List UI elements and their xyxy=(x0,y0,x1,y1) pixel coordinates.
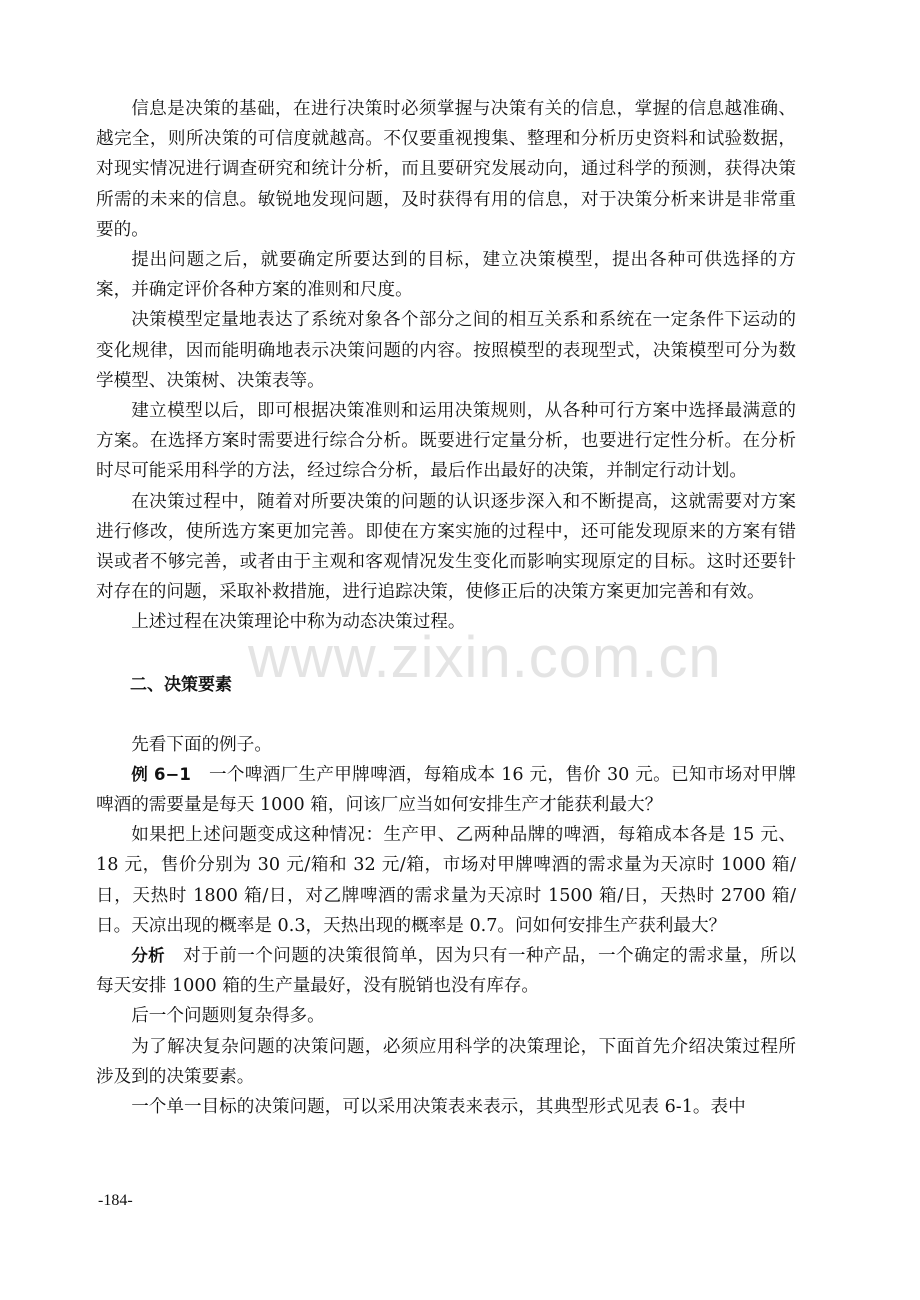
paragraph-table-intro: 一个单一目标的决策问题，可以采用决策表来表示，其典型形式见表 6-1。表中 xyxy=(131,1097,746,1118)
paragraph-model: 决策模型定量地表达了系统对象各个部分之间的相互关系和系统在一定条件下运动的变化规律，因而能明确地表示决策问题的内容。按照模型的表现型式，决策模型可分为数学模型、决策树、决策表等。 xyxy=(96,310,796,391)
analysis-label: 分析 xyxy=(131,946,166,966)
section-heading: 二、决策要素 xyxy=(130,674,232,695)
example-label: 例 6−1 xyxy=(131,764,191,784)
paragraph-analysis xyxy=(96,941,796,1001)
paragraph-example xyxy=(96,760,796,820)
example-text: 一个啤酒厂生产甲牌啤酒，每箱成本 16 元，售价 30 元。已知市场对甲牌啤酒的需要量是每天 1000 箱，问该厂应当如何安排生产才能获利最大？ xyxy=(96,764,797,816)
paragraph-complex: 后一个问题则复杂得多。 xyxy=(131,1006,325,1027)
paragraph-selection: 建立模型以后，即可根据决策准则和运用决策规则，从各种可行方案中选择最满意的方案。在选择方案时需要进行综合分析。既要进行定量分析，也要进行定性分析。在分析时尽可能采用科学的方法，经过综合分析，最后作出最好的决策，并制定行动计划。 xyxy=(96,401,796,482)
page-number: -184- xyxy=(98,1192,133,1209)
paragraph-revision: 在决策过程中，随着对所要决策的问题的认识逐步深入和不断提高，这就需要对方案进行修改，使所选方案更加完善。即使在方案实施的过程中，还可能发现原来的方案有错误或者不够完善，或者由于主观和客观情况发生变化而影响实现原定的目标。这时还要针对存在的问题，采取补救措施，进行追踪决策，使修正后的决策方案更加完善和有效。 xyxy=(96,491,796,603)
body-text xyxy=(96,94,796,1122)
paragraph-problem: 提出问题之后，就要确定所要达到的目标，建立决策模型，提出各种可供选择的方案，并确定评价各种方案的准则和尺度。 xyxy=(96,250,796,301)
paragraph-intro: 先看下面的例子。 xyxy=(131,734,272,755)
paragraph-variant: 如果把上述问题变成这种情况：生产甲、乙两种品牌的啤酒，每箱成本各是 15 元、18 元，售价分别为 30 元/箱和 32 元/箱，市场对甲牌啤酒的需求量为天凉时 1000 箱/日，天热时 1800 箱/日，对乙牌啤酒的需求量为天凉时 1500 箱/日，天热时 2700 箱/日。天凉出现的概率是 0.3，天热出现的概率是 0.7。问如何安排生产获利最大？ xyxy=(96,825,796,936)
paragraph-theory: 为了解决复杂问题的决策问题，必须应用科学的决策理论，下面首先介绍决策过程所涉及到的决策要素。 xyxy=(96,1036,796,1087)
paragraph-dynamic: 上述过程在决策理论中称为动态决策过程。 xyxy=(131,612,466,633)
analysis-text: 对于前一个问题的决策很简单，因为只有一种产品，一个确定的需求量，所以每天安排 1000 箱的生产量最好，没有脱销也没有库存。 xyxy=(96,946,796,997)
paragraph-information: 信息是决策的基础，在进行决策时必须掌握与决策有关的信息，掌握的信息越准确、越完全，则所决策的可信度就越高。不仅要重视搜集、整理和分析历史资料和试验数据，对现实情况进行调查研究和统计分析，而且要研究发展动向，通过科学的预测，获得决策所需的未来的信息。敏锐地发现问题，及时获得有用的信息，对于决策分析来讲是非常重要的。 xyxy=(96,99,796,240)
watermark: www.zixin.com.cn xyxy=(248,625,722,690)
